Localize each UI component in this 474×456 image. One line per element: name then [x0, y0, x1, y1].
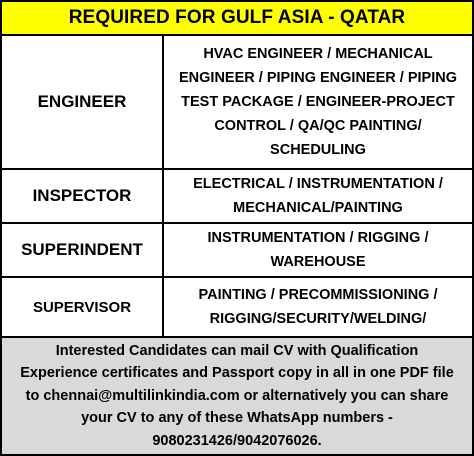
positions-list: PAINTING / PRECOMMISSIONING / RIGGING/SECURITY/WELDING/ — [198, 287, 438, 327]
page-title: REQUIRED FOR GULF ASIA - QATAR — [2, 2, 472, 36]
role-label: SUPERINDENT — [2, 224, 164, 276]
table-row-engineer — [2, 36, 472, 170]
positions-list: HVAC ENGINEER / MECHANICAL ENGINEER / PIPING ENGINEER / PIPING TEST PACKAGE / ENGINEER-PROJECT CONTROL / QA/QC PAINTING/ SCHEDULING — [179, 46, 457, 158]
role-label: ENGINEER — [2, 36, 164, 168]
application-instructions: Interested Candidates can mail CV with Qualification Experience certificates and Passport copy in all in one PDF file to chennai@multilinkindia.com or alternatively you can share your CV to any of these WhatsApp numbers - 9080231426/9042076026. — [2, 338, 472, 454]
positions-list: INSTRUMENTATION / RIGGING / WAREHOUSE — [207, 230, 429, 270]
positions-list: ELECTRICAL / INSTRUMENTATION / MECHANICAL/PAINTING — [193, 176, 443, 216]
role-label: INSPECTOR — [2, 170, 164, 222]
table-row-superindent — [2, 224, 472, 278]
role-label: SUPERVISOR — [2, 278, 164, 336]
table-row-supervisor — [2, 278, 472, 338]
table-row-inspector — [2, 170, 472, 224]
